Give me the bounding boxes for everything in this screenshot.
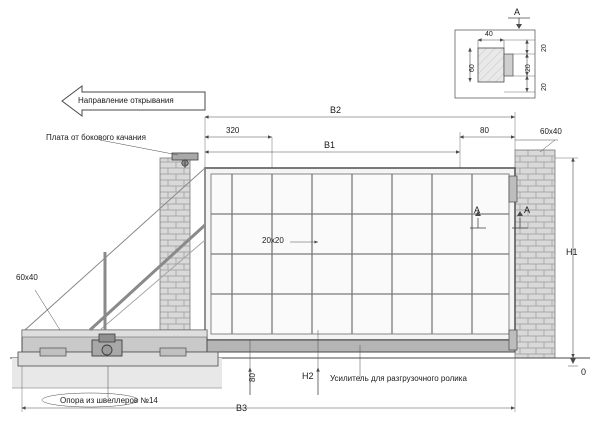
note-anti-sway: Плата от бокового качания bbox=[46, 133, 146, 142]
dim-320: 320 bbox=[226, 126, 240, 135]
detail-dim-20-bottom: 20 bbox=[541, 83, 548, 91]
direction-label: Направление открывания bbox=[78, 96, 174, 105]
dim-zero: 0 bbox=[581, 367, 587, 377]
detail-dim-20-top: 20 bbox=[541, 44, 548, 52]
dim-b1: B1 bbox=[324, 140, 336, 150]
profile-60x40-top: 60x40 bbox=[540, 127, 562, 136]
anti-sway-plate bbox=[100, 140, 198, 168]
profile-60x40-left: 60x40 bbox=[16, 273, 38, 282]
note-channel-support: Опора из швеллеров №14 bbox=[60, 396, 158, 405]
dim-80-bottom: 80 bbox=[248, 373, 257, 382]
detail-a-view bbox=[455, 18, 535, 98]
detail-a-title: A bbox=[514, 7, 521, 17]
profile-20x20: 20х20 bbox=[262, 236, 284, 245]
dim-80-right: 80 bbox=[480, 126, 489, 135]
gate-leaf bbox=[22, 168, 515, 352]
detail-dim-40: 40 bbox=[485, 31, 493, 38]
section-a-right: A bbox=[524, 205, 531, 215]
dim-b2: B2 bbox=[330, 105, 342, 115]
dim-h2: H2 bbox=[302, 371, 314, 381]
note-roller-reinforcement: Усилитель для разгрузочного ролика bbox=[330, 374, 467, 383]
section-a-left: A bbox=[474, 205, 481, 215]
detail-dim-60: 60 bbox=[469, 64, 476, 72]
dim-h1: H1 bbox=[566, 247, 578, 257]
detail-dim-20-mid: 20 bbox=[525, 64, 532, 72]
dim-b3: B3 bbox=[236, 403, 248, 413]
